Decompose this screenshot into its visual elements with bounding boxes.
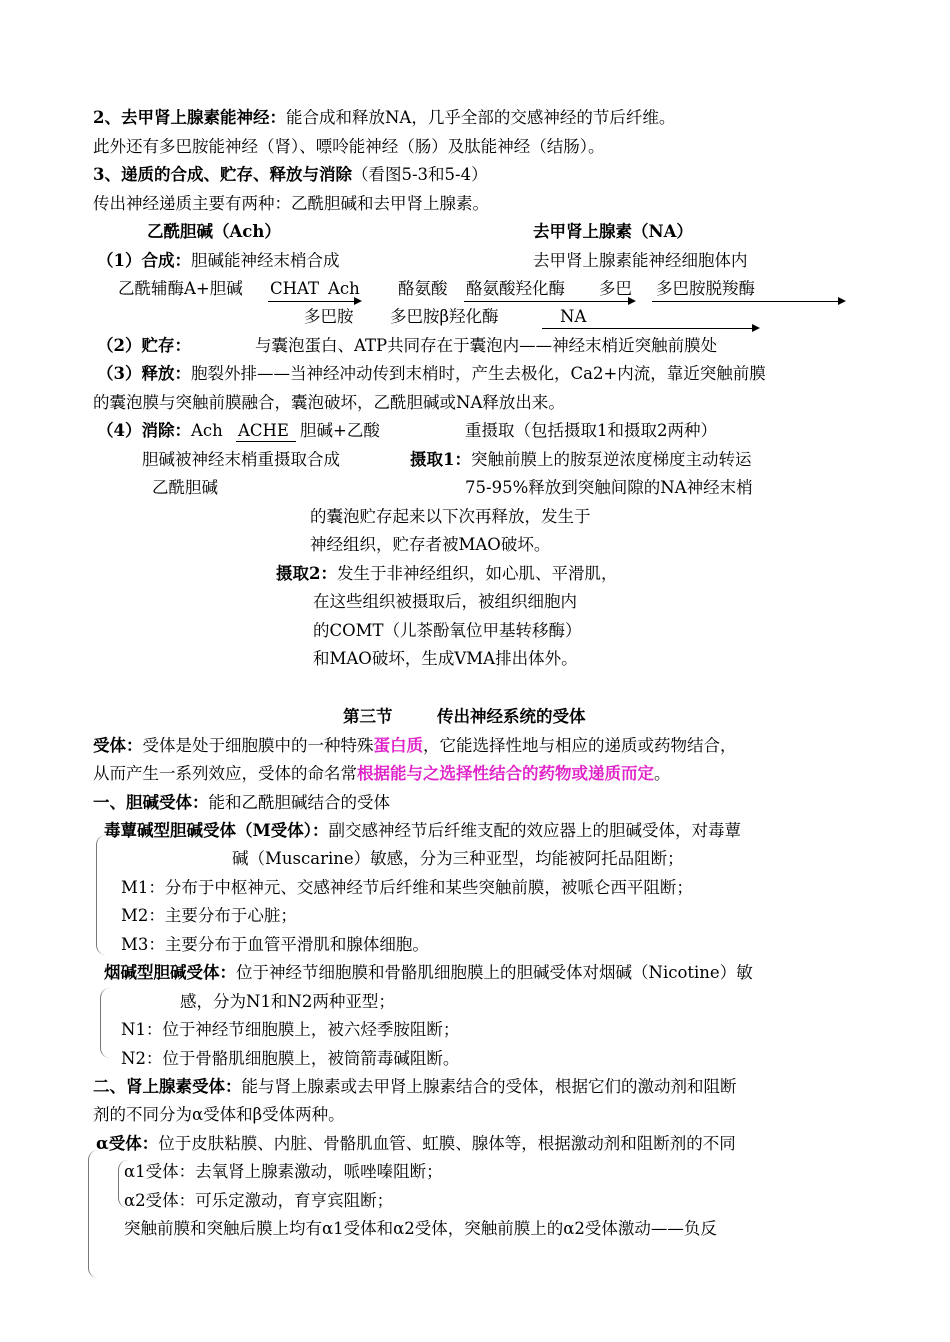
elim-ach: 乙酰胆碱 [152,478,218,497]
synth-th: 酪氨酸羟化酶 [466,279,565,298]
para-two-transmitters: 传出神经递质主要有两种：乙酰胆碱和去甲肾上腺素。 [93,194,489,213]
adrenergic-receptor-cont: 剂的不同分为α受体和β受体两种。 [93,1105,345,1124]
n-receptor-cont: 感，分为N1和N2两种亚型； [180,992,395,1011]
col-title-ach: 乙酰胆碱（Ach） [147,222,281,241]
synth-dopa: 多巴 [599,279,632,298]
uptake1-row: 摄取1：突触前膜上的胺泵逆浓度梯度主动转运 [410,450,752,469]
brace-icon [96,835,107,955]
release-cont: 的囊泡膜与突触前膜融合，囊泡破坏，乙酰胆碱或NA释放出来。 [93,393,565,412]
m1-receptor: M1：分布于中枢神元、交感神经节后纤维和某些突触前膜，被哌仑西平阻断； [121,878,693,897]
arrow-icon [268,301,360,302]
synthesis-row: （1）合成：胆碱能神经末梢合成 [97,251,340,270]
n2-receptor: N2：位于骨骼肌细胞膜上，被筒箭毒碱阻断。 [121,1049,460,1068]
m-receptor: 毒蕈碱型胆碱受体（M受体）：副交感神经节后纤维支配的效应器上的胆碱受体，对毒蕈 [104,821,742,840]
cholinergic-receptor: 一、胆碱受体：能和乙酰胆碱结合的受体 [93,793,390,812]
release-row: （3）释放：胞裂外排——当神经冲动传到末梢时，产生去极化，Ca2+内流，靠近突触前膜 [97,364,766,383]
synth-ddc: 多巴胺脱羧酶 [656,279,755,298]
uptake2-cont2: 的COMT（儿茶酚氧位甲基转移酶） [313,621,582,640]
col-title-na: 去甲肾上腺素（NA） [533,222,693,241]
para-other-neurons: 此外还有多巴胺能神经（肾）、嘌呤能神经（肠）及肽能神经（结肠）。 [93,137,605,156]
synth-dbh: 多巴胺β羟化酶 [390,307,499,326]
heading-transmitter: 3、递质的合成、贮存、释放与消除（看图5-3和5-4） [93,165,488,184]
receptor-def-cont: 从而产生一系列效应，受体的命名常根据能与之选择性结合的药物或递质而定。 [93,764,671,783]
arrow-icon [542,328,758,329]
receptor-def: 受体：受体是处于细胞膜中的一种特殊蛋白质，它能选择性地与相应的递质或药物结合， [93,736,737,755]
elim-choline-uptake: 胆碱被神经末梢重摄取合成 [142,450,340,469]
elimination-row: （4）消除：Ach [97,421,223,440]
presynaptic-alpha2: 突触前膜和突触后膜上均有α1受体和α2受体，突触前膜上的α2受体激动——负反 [124,1219,717,1238]
synth-ach-substrate: 乙酰辅酶A+胆碱 [118,279,243,298]
synth-chat: CHAT [270,279,320,298]
uptake1-cont1: 75-95%释放到突触间隙的NA神经末梢 [465,478,753,497]
synth-na: NA [560,307,587,326]
adrenergic-receptor: 二、肾上腺素受体：能与肾上腺素或去甲肾上腺素结合的受体，根据它们的激动剂和阻断 [93,1077,737,1096]
brace-icon [100,988,111,1058]
synthesis-na: 去甲肾上腺素能神经细胞体内 [533,251,748,270]
arrow-icon [464,301,634,302]
synth-dopamine: 多巴胺 [304,307,354,326]
alpha-receptor: α受体：位于皮肤粘膜、内脏、骨骼肌血管、虹膜、腺体等，根据激动剂和阻断剂的不同 [96,1134,736,1153]
section-title: 传出神经系统的受体 [437,707,586,726]
brace-icon [88,1150,99,1278]
uptake1-cont2: 的囊泡贮存起来以下次再释放，发生于 [310,507,591,526]
elim-ache: ACHE [238,421,289,440]
alpha1-receptor: α1受体：去氧肾上腺素激动，哌唑嗪阻断； [124,1162,443,1181]
storage-text: 与囊泡蛋白、ATP共同存在于囊泡内——神经末梢近突触前膜处 [255,336,718,355]
elim-reuptake: 重摄取（包括摄取1和摄取2两种） [465,421,717,440]
synth-ach: Ach [328,279,360,298]
n-receptor: 烟碱型胆碱受体：位于神经节细胞膜和骨骼肌细胞膜上的胆碱受体对烟碱（Nicotine）敏 [104,963,753,982]
alpha2-receptor: α2受体：可乐定激动，育亨宾阻断； [124,1191,394,1210]
m3-receptor: M3：主要分布于血管平滑肌和腺体细胞。 [121,935,429,954]
para-ne-neuron: 2、去甲肾上腺素能神经：能合成和释放NA，几乎全部的交感神经的节后纤维。 [93,108,676,127]
storage-label: （2）贮存： [97,336,191,355]
uptake2-row: 摄取2：发生于非神经组织，如心肌、平滑肌， [276,564,618,583]
underline-ache [236,441,296,442]
synth-tyrosine: 酪氨酸 [398,279,448,298]
arrow-icon [652,301,844,302]
m-receptor-cont: 碱（Muscarine）敏感，分为三种亚型，均能被阿托品阻断； [232,849,684,868]
uptake1-cont3: 神经组织，贮存者被MAO破坏。 [310,535,551,554]
uptake2-cont1: 在这些组织被摄取后，被组织细胞内 [313,592,577,611]
n1-receptor: N1：位于神经节细胞膜上，被六烃季胺阻断； [121,1020,460,1039]
elim-products: 胆碱+乙酸 [300,421,380,440]
uptake2-cont3: 和MAO破坏，生成VMA排出体外。 [313,649,578,668]
section-number: 第三节 [343,707,393,726]
m2-receptor: M2：主要分布于心脏； [121,906,297,925]
